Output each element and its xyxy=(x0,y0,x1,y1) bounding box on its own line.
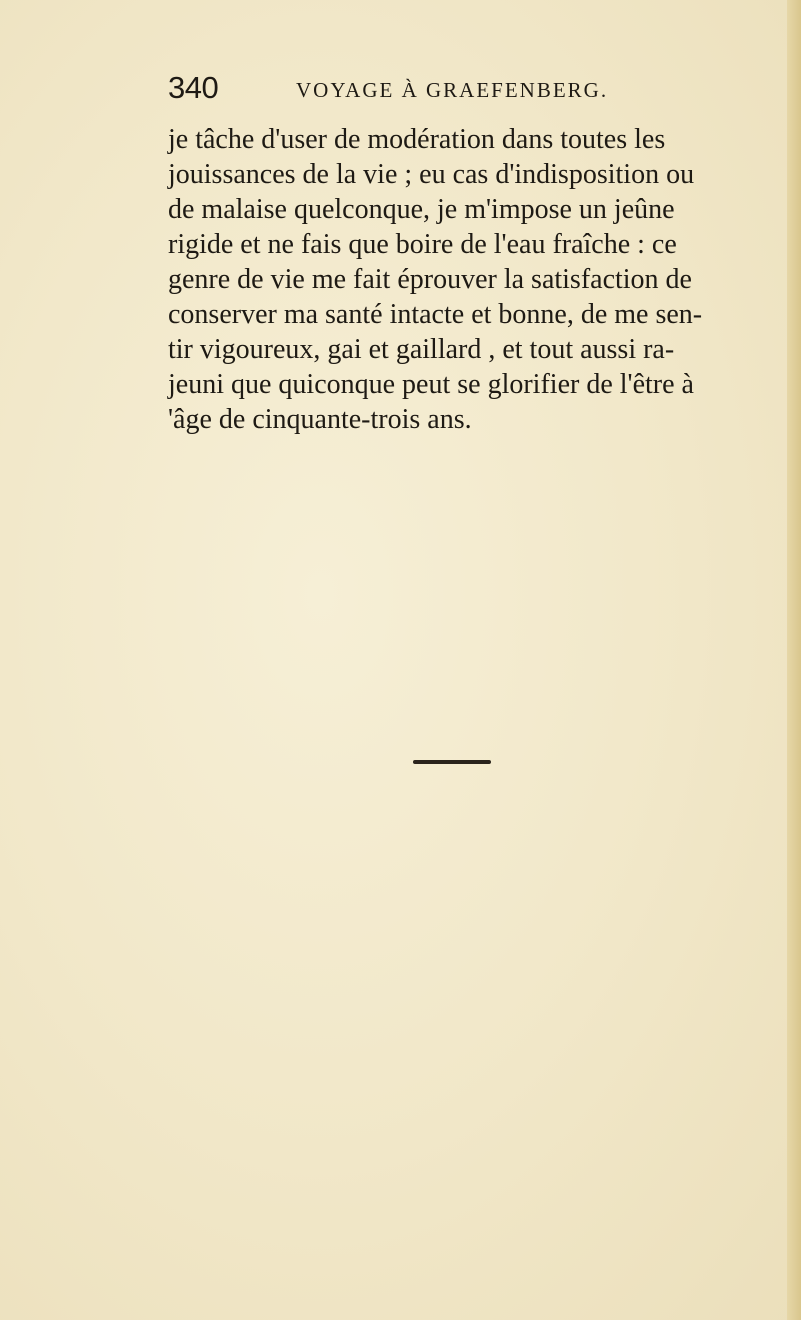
page-number: 340 xyxy=(168,70,219,105)
running-title: VOYAGE À GRAEFENBERG. xyxy=(296,78,609,102)
text-line: conserver ma santé intacte et bonne, de me sen- xyxy=(168,299,703,330)
text-line: jouissances de la vie ; eu cas d'indisposition ou xyxy=(168,159,695,190)
text-line: je tâche d'user de modération dans toutes les xyxy=(168,124,666,155)
text-line: 'âge de cinquante-trois ans. xyxy=(168,404,472,435)
text-line: tir vigoureux, gai et gaillard , et tout aussi ra- xyxy=(168,334,675,365)
page-edge xyxy=(787,0,801,1320)
body-paragraph xyxy=(168,122,768,437)
end-ornament-rule xyxy=(413,760,491,764)
show-through-text xyxy=(160,492,780,972)
text-line: jeuni que quiconque peut se glorifier de l'être à xyxy=(168,369,694,400)
page-header xyxy=(168,70,668,110)
text-line: genre de vie me fait éprouver la satisfaction de xyxy=(168,264,692,295)
text-line: rigide et ne fais que boire de l'eau fraîche : ce xyxy=(168,229,677,260)
text-line: de malaise quelconque, je m'impose un jeûne xyxy=(168,194,675,225)
